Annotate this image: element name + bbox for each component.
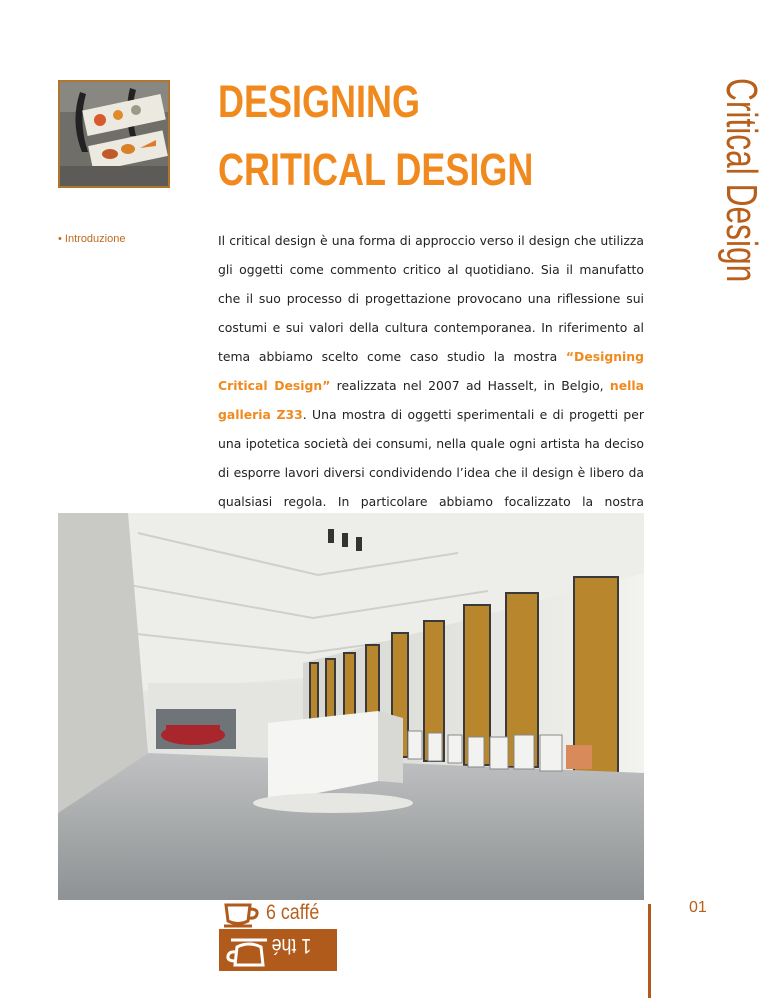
coffee-cup-icon <box>222 899 262 929</box>
thumbnail-image <box>58 80 170 188</box>
tea-count: 1 thé <box>271 934 312 957</box>
footer-divider <box>648 904 651 998</box>
gallery-photo <box>58 513 644 900</box>
page-title <box>218 68 533 204</box>
plates-photo <box>60 82 168 186</box>
body-paragraph: Il critical design è una forma di approccio verso il design che utilizza gli oggetti come commento critico al quotidiano. Sia il manufatto che il suo processo di progettazione provocano una riflessione sui costumi e sui valori della cultura contemporanea. In riferimento al tema abbiamo scelto come caso studio la mostra “Designing Critical Design” realizzata nel 2007 ad Hasselt, in Belgio, nella galleria Z33. Una mostra di oggetti sperimentali e di progetti per una ipotetica società dei consumi, nella quale ogni artista ha deciso di esporre lavori diversi condividendo l’idea che il design è libero da qualsiasi regola. In particolare abbiamo focalizzato la nostra <box>218 233 644 509</box>
coffee-count: 6 caffé <box>266 901 320 924</box>
exhibition-room-image <box>58 513 644 900</box>
title-line-2: CRITICAL DESIGN <box>218 144 534 195</box>
tea-cup-icon <box>223 931 273 973</box>
exhibition-name: “Designing Critical Design” <box>218 349 644 393</box>
section-label <box>58 233 125 245</box>
title-line-1: DESIGNING <box>218 76 421 127</box>
bullet-icon: • <box>58 233 62 245</box>
gallery-name: nella galleria Z33 <box>218 378 644 422</box>
section-label-text: Introduzione <box>64 233 126 245</box>
page-number: 01 <box>689 899 707 916</box>
vertical-title: Critical Design <box>717 78 766 283</box>
coffee-counter <box>222 899 342 933</box>
